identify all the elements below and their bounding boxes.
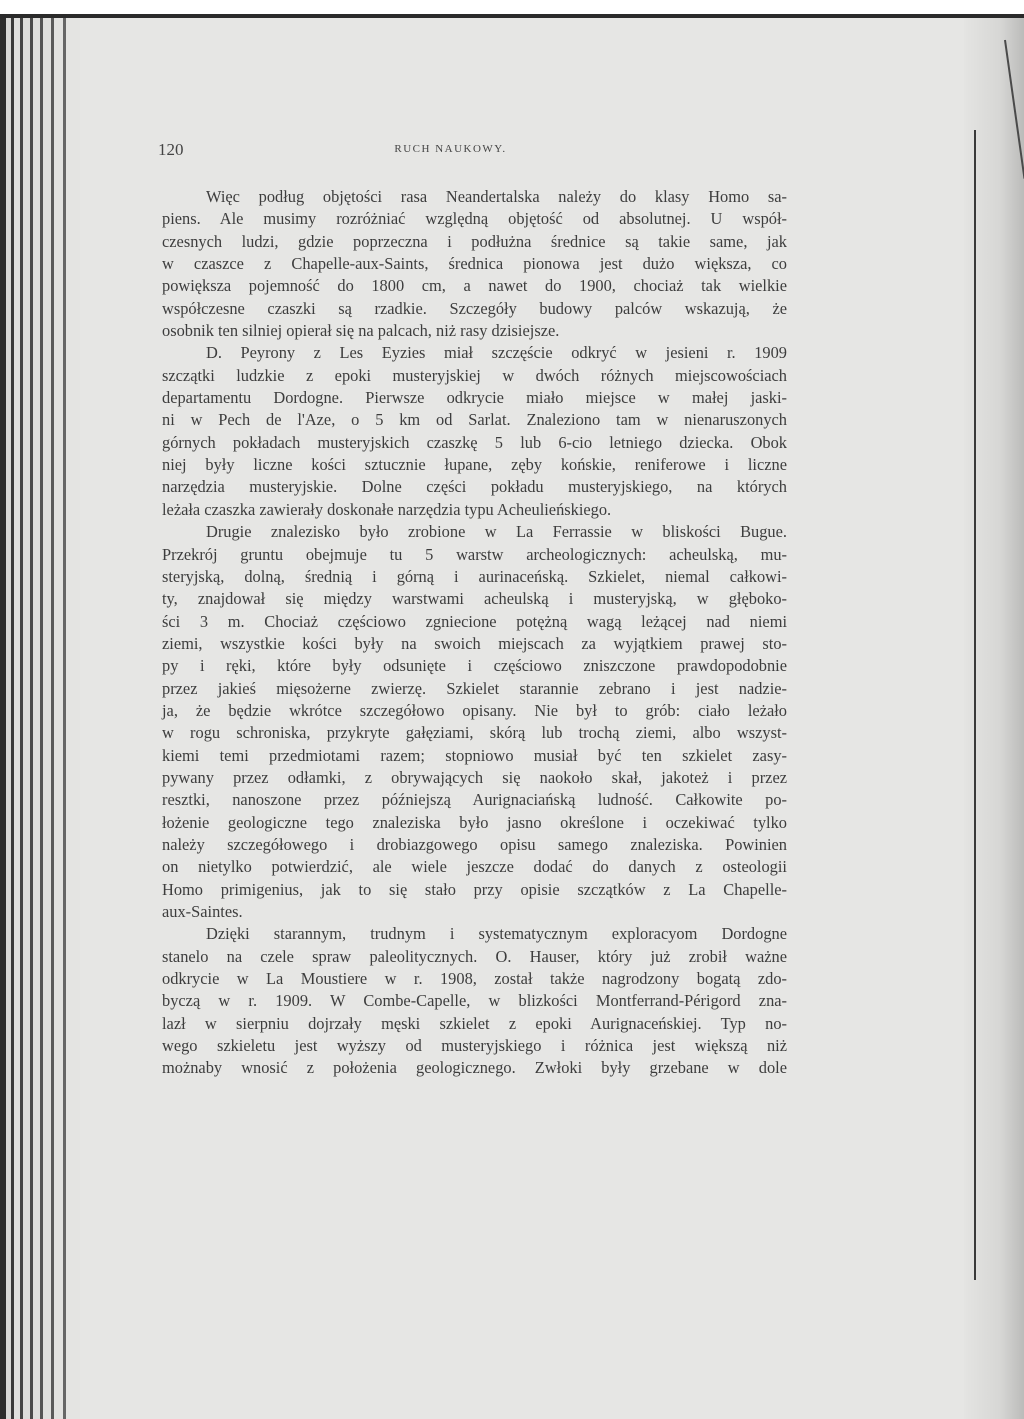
text-line: należy szczegółowego i drobiazgowego opisu samego znaleziska. Powinien [162,834,787,854]
text-line: ja, że będzie wkrótce szczegółowo opisany. Nie był to grób: ciało leżało [162,700,787,720]
running-header [158,140,743,164]
text-line: współczesne czaszki są rzadkie. Szczegóły budowy palców wskazują, że [162,298,787,318]
text-line: pywany przez odłamki, z obrywających się naokoło skał, jakoteż i przez [162,767,787,787]
text-line: niej były liczne kości sztucznie łupane, zęby końskie, reniferowe i liczne [162,455,787,475]
text-line: powiększa pojemność do 1800 cm, a nawet do 1900, chociaż tak wielkie [162,276,787,296]
text-line: w czaszce z Chapelle-aux-Saints, średnica pionowa jest dużo większa, co [162,254,787,274]
page-edge-band [54,18,63,1419]
text-line: szczątki ludzkie z epoki musteryjskiej w dwóch różnych miejscowościach [162,365,787,385]
paragraph [162,521,787,923]
text-line: przez jakieś mięsożerne zwierzę. Szkielet starannie zebrano i jest nadzie- [162,678,787,698]
text-line: Dzięki starannym, trudnym i systematycznym exploracyom Dordogne [206,924,787,944]
text-line: kiemi temi przedmiotami razem; stopniowo musiał być ten szkielet zasy- [162,745,787,765]
text-line: narzędzia musteryjskie. Dolne części pokładu musteryjskiego, na których [162,477,787,497]
right-gutter-shadow [964,18,1024,1419]
stacked-page-edges [0,18,80,1419]
right-page-edge [974,130,976,1280]
paragraph [162,342,787,521]
text-line: ty, znajdował się między warstwami acheulską i musteryjską, w głęboko- [162,589,787,609]
text-line: w rogu schroniska, przykryte gałęziami, skórą lub trochą ziemi, albo wszyst- [162,723,787,743]
text-line: czesnych ludzi, gdzie poprzeczna i podłużna średnice są takie same, jak [162,231,787,251]
page-edge-band [66,18,80,1419]
text-line: Drugie znalezisko było zrobione w La Ferrassie w bliskości Bugue. [206,522,787,542]
body-text [162,186,787,1080]
text-line: stanelo na czele spraw paleolitycznych. O. Hauser, który już zrobił ważne [162,946,787,966]
text-line: leżała czaszka zawierały doskonałe narzędzia typu Acheulieńskiego. [162,499,612,519]
paragraph [162,923,787,1079]
page-number: 120 [158,140,184,159]
text-line: steryjską, dolną, średnią i górną i aurinaceńską. Szkielet, niemal całkowi- [162,566,787,586]
page-edge-band [23,18,30,1419]
text-line: departamentu Dordogne. Pierwsze odkrycie miało miejsce w małej jaski- [162,388,787,408]
text-line: możnaby wnosić z położenia geologicznego. Zwłoki były grzebane w dole [162,1058,787,1078]
text-line: odkrycie w La Moustiere w r. 1908, został także nagrodzony bogatą zdo- [162,969,787,989]
text-line: byczą w r. 1909. W Combe-Capelle, w blizkości Montferrand-Périgord zna- [162,991,787,1011]
text-line: ziemi, wszystkie kości były na swoich miejscach za wyjątkiem prawej sto- [162,633,787,653]
text-line: lazł w sierpniu dojrzały męski szkielet z epoki Aurignaceńskiej. Typ no- [162,1013,787,1033]
text-line: Przekrój gruntu obejmuje tu 5 warstw archeologicznych: acheulską, mu- [162,544,787,564]
page-edge-band [33,18,40,1419]
text-line: piens. Ale musimy rozróżniać względną objętość od absolutnej. U współ- [162,209,787,229]
text-line: górnych pokładach musteryjskich czaszkę 5 lub 6-cio letniego dziecka. Obok [162,432,787,452]
text-line: wego szkieletu jest wyższy od musteryjskiego i różnica jest większą niż [162,1036,787,1056]
text-line: osobnik ten silniej opierał się na palcach, niż rasy dzisiejsze. [162,321,560,341]
page-edge-band [43,18,51,1419]
running-title: RUCH NAUKOWY. [394,143,507,155]
text-line: D. Peyrony z Les Eyzies miał szczęście odkryć w jesieni r. 1909 [206,343,787,363]
paragraph [162,186,787,342]
text-line: Więc podług objętości rasa Neandertalska należy do klasy Homo sa- [206,187,787,206]
text-line: py i ręki, które były odsunięte i częściowo zniszczone prawdopodobnie [162,656,787,676]
text-line: aux-Saintes. [162,902,243,921]
text-line: resztki, nanoszone przez późniejszą Aurignaciańską ludność. Całkowite po- [162,790,787,810]
text-line: ści 3 m. Chociaż częściowo zgniecione potężną wagą leżącej nad niemi [162,611,787,631]
text-line: łożenie geologiczne tego znaleziska było jasno określone i oczekiwać tylko [162,812,787,832]
text-line: on nietylko potwierdzić, ale wiele jeszcze dodać do danych z osteologii [162,857,787,877]
text-line: ni w Pech de l'Aze, o 5 km od Sarlat. Znaleziono tam w nienaruszonych [162,410,787,430]
text-line: Homo primigenius, jak to się stało przy opisie szczątków z La Chapelle- [162,879,787,899]
